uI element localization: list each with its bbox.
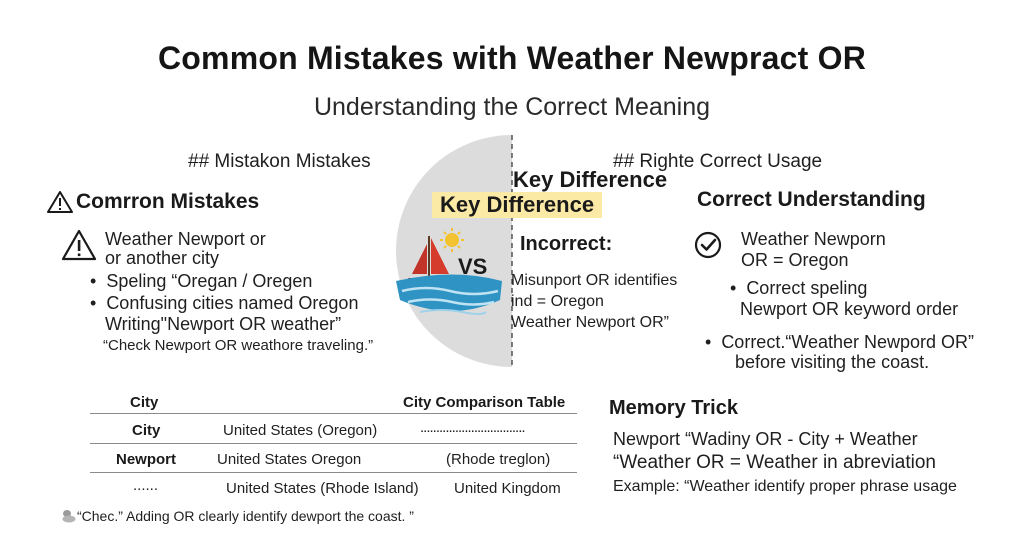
right-bullet-2-cont: before visiting the coast. [735,352,930,372]
writing-line: Writing"Newport OR weather” [105,314,342,334]
left-bullet-2-text: Confusing cities named Oregon [106,293,359,313]
left-section-heading: Comrron Mistakes [76,190,260,213]
key-difference-highlight: Key Difference [432,192,602,218]
incorrect-heading: Incorrect: [520,233,613,255]
table-cell: United States (Rhode Island) [226,480,419,497]
left-bullet-2: • Confusing cities named Oregon [90,293,359,313]
table-header-city: City [130,394,159,411]
warning-line-1: Weather Newport or [105,229,266,249]
right-bullet-2: • Correct.“Weather Newpord OR” [705,332,975,352]
incorrect-line-1: Misunport OR identifies [511,272,678,289]
vs-label: VS [458,254,488,279]
table-cell: United States (Oregon) [223,422,378,439]
check-line-2: OR = Oregon [741,250,849,270]
footer-note: “Chec.” Adding OR clearly identify dewport the coast. ” [77,508,414,524]
right-bullet-1-cont: Newport OR keyword order [740,299,959,319]
table-cell: Newport [116,451,176,468]
memory-heading: Memory Trick [609,397,738,419]
key-difference-heading: Key Difference [513,167,668,192]
page-title: Common Mistakes with Weather Newpract OR [158,40,866,76]
right-bullet-1: • Correct speling [730,278,868,298]
table-cell: (Rhode treglon) [446,451,551,468]
check-line-1: Weather Newporn [741,229,886,249]
half-disc [396,135,512,367]
table-divider [90,413,577,414]
left-hash-heading: ## Mistakon Mistakes [188,151,371,172]
table-header-comparison: City Comparison Table [403,394,566,411]
table-cell: ...... [133,477,159,494]
warning-line-2: or another city [105,248,220,268]
table-divider [90,443,577,444]
right-hash-heading: ## Righte Correct Usage [613,151,823,172]
page-subtitle: Understanding the Correct Meaning [313,93,711,121]
incorrect-line-3: Weather Newport OR” [511,314,669,331]
speech-bubble-icon [61,509,77,523]
check-circle-icon [694,231,722,259]
right-bullet-1-text: Correct speling [746,278,868,298]
right-section-heading: Correct Understanding [697,188,926,211]
memory-line-2: “Weather OR = Weather in abreviation [613,452,936,473]
table-cell: City [132,422,161,439]
memory-line-1: Newport “Wadiny OR - City + Weather [613,429,918,449]
table-cell: United Kingdom [454,480,561,497]
left-bullet-1-text: Speling “Oregan / Oregen [106,271,313,291]
warning-icon-large [62,229,96,261]
left-bullet-1: • Speling “Oregan / Oregen [90,271,313,291]
incorrect-line-2: ind = Oregon [511,293,604,310]
table-cell: United States Oregon [217,451,362,468]
table-cell: ................................. [420,419,525,436]
right-bullet-2-text: Correct.“Weather Newpord OR” [721,332,975,352]
warning-icon [47,190,73,214]
left-quote: “Check Newport OR weathore traveling.” [103,337,374,354]
memory-line-3: Example: “Weather identify proper phrase usage [613,478,957,495]
table-divider [90,472,577,473]
